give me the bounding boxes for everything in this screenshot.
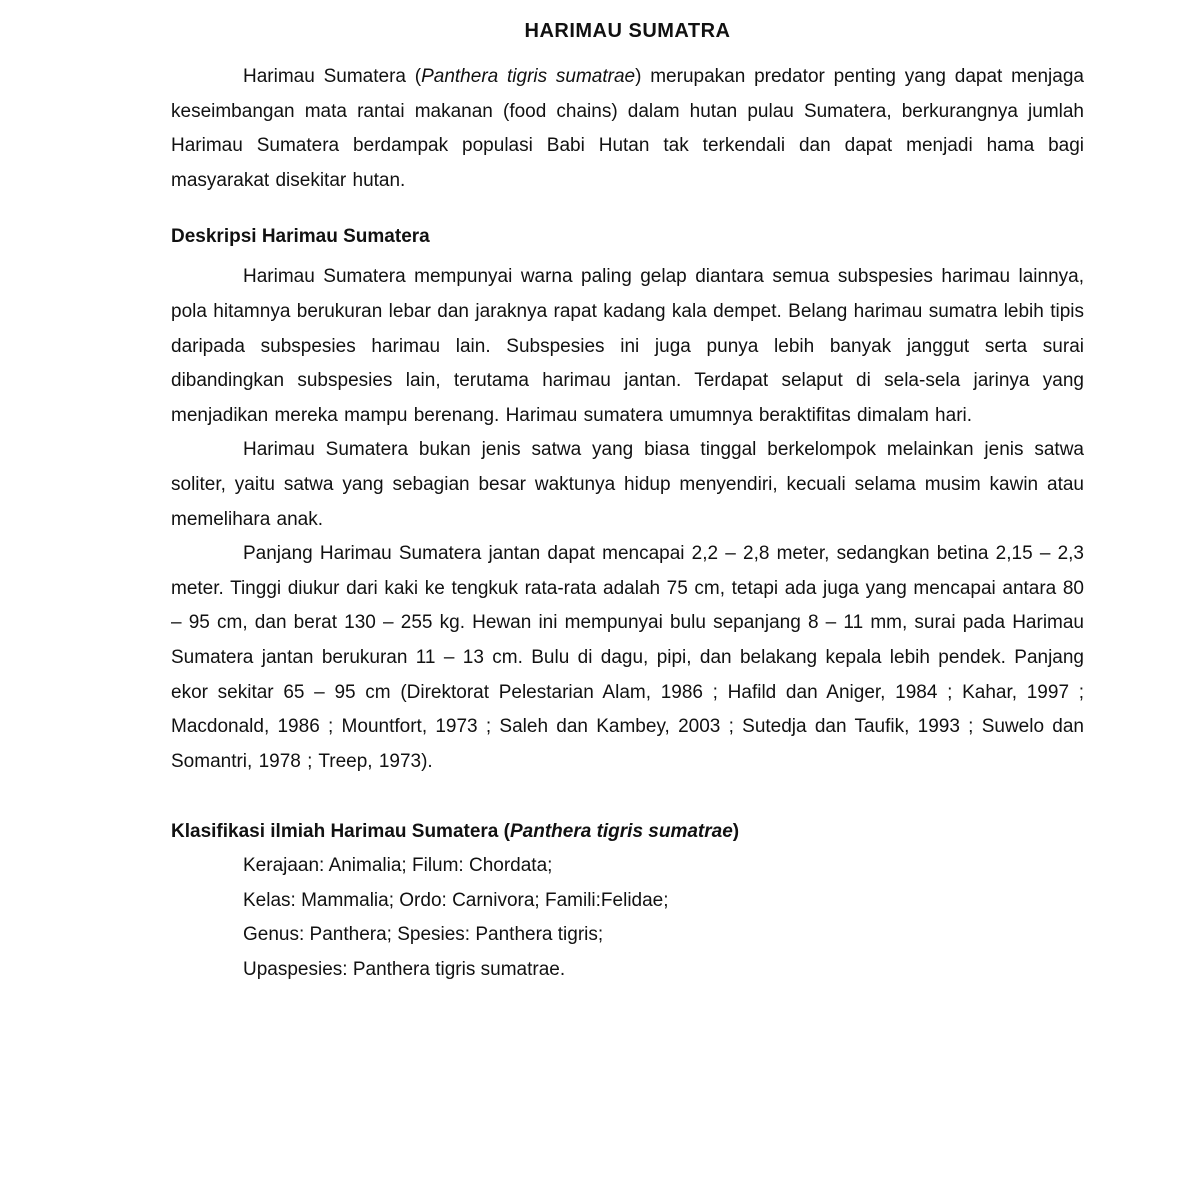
description-heading: Deskripsi Harimau Sumatera (171, 226, 430, 248)
intro-text-rest: ) merupakan predator penting yang dapat menjaga keseimbangan mata rantai makanan (food chains) dalam hutan pulau Sumatera, berkurangnya jumlah Harimau Sumatera berdampak populasi Babi Hutan tak terkendali dan dapat menjadi hama bagi masyarakat disekitar hutan. (171, 66, 1084, 191)
document-title: HARIMAU SUMATRA (524, 20, 731, 42)
classification-heading-bold: Klasifikasi ilmiah Harimau Sumatera (171, 821, 499, 843)
classification-heading (171, 815, 1084, 849)
description-paragraph-2: Harimau Sumatera bukan jenis satwa yang biasa tinggal berkelompok melainkan jenis satwa soliter, yaitu satwa yang sebagian besar waktunya hidup menyendiri, kecuali selama musim kawin atau memelihara anak. (171, 439, 1084, 530)
document-page (171, 14, 1084, 988)
spacer (171, 198, 1084, 220)
description-paragraph-3: Panjang Harimau Sumatera jantan dapat mencapai 2,2 – 2,8 meter, sedangkan betina 2,15 – 2,3 meter. Tinggi diukur dari kaki ke tengkuk rata-rata adalah 75 cm, tetapi ada juga yang mencapai antara 80 – 95 cm, dan berat 130 – 255 kg. Hewan ini mempunyai bulu sepanjang 8 – 11 mm, surai pada Harimau Sumatera jantan berukuran 11 – 13 cm. Bulu di dagu, pipi, dan belakang kepala lebih pendek. Panjang ekor sekitar 65 – 95 cm (Direktorat Pelestarian Alam, 1986 ; Hafild dan Aniger, 1984 ; Kahar, 1997 ; Macdonald, 1986 ; Mountfort, 1973 ; Saleh dan Kambey, 2003 ; Sutedja dan Taufik, 1993 ; Suwelo dan Somantri, 1978 ; Treep, 1973). (171, 543, 1084, 772)
classification-line-kingdom-phylum: Kerajaan: Animalia; Filum: Chordata; (243, 855, 553, 877)
spacer (171, 779, 1084, 815)
classification-line-class-order-family: Kelas: Mammalia; Ordo: Carnivora; Famili:Felidae; (243, 889, 669, 911)
description-paragraph-1: Harimau Sumatera mempunyai warna paling gelap diantara semua subspesies harimau lainnya, pola hitamnya berukuran lebar dan jaraknya rapat kadang kala dempet. Belang harimau sumatra lebih tipis daripada subspesies harimau lain. Subspesies ini juga punya lebih banyak janggut serta surai dibandingkan subspesies lain, terutama harimau jantan. Terdapat selaput di sela-sela jarinya yang menjadikan mereka mampu berenang. Harimau sumatera umumnya beraktifitas dimalam hari. (171, 266, 1084, 426)
classification-line-genus-species: Genus: Panthera; Spesies: Panthera tigris; (243, 924, 604, 946)
classification-species-italic: Panthera tigris sumatrae (509, 821, 733, 843)
classification-list (171, 849, 1084, 987)
classification-heading-open: ( (498, 821, 510, 843)
classification-heading-close: ) (732, 821, 740, 843)
intro-paragraph (171, 60, 1084, 198)
intro-text-start: Harimau Sumatera ( (243, 66, 422, 87)
species-name-italic: Panthera tigris sumatrae (421, 66, 636, 87)
classification-line-subspecies: Upaspesies: Panthera tigris sumatrae. (243, 959, 566, 981)
